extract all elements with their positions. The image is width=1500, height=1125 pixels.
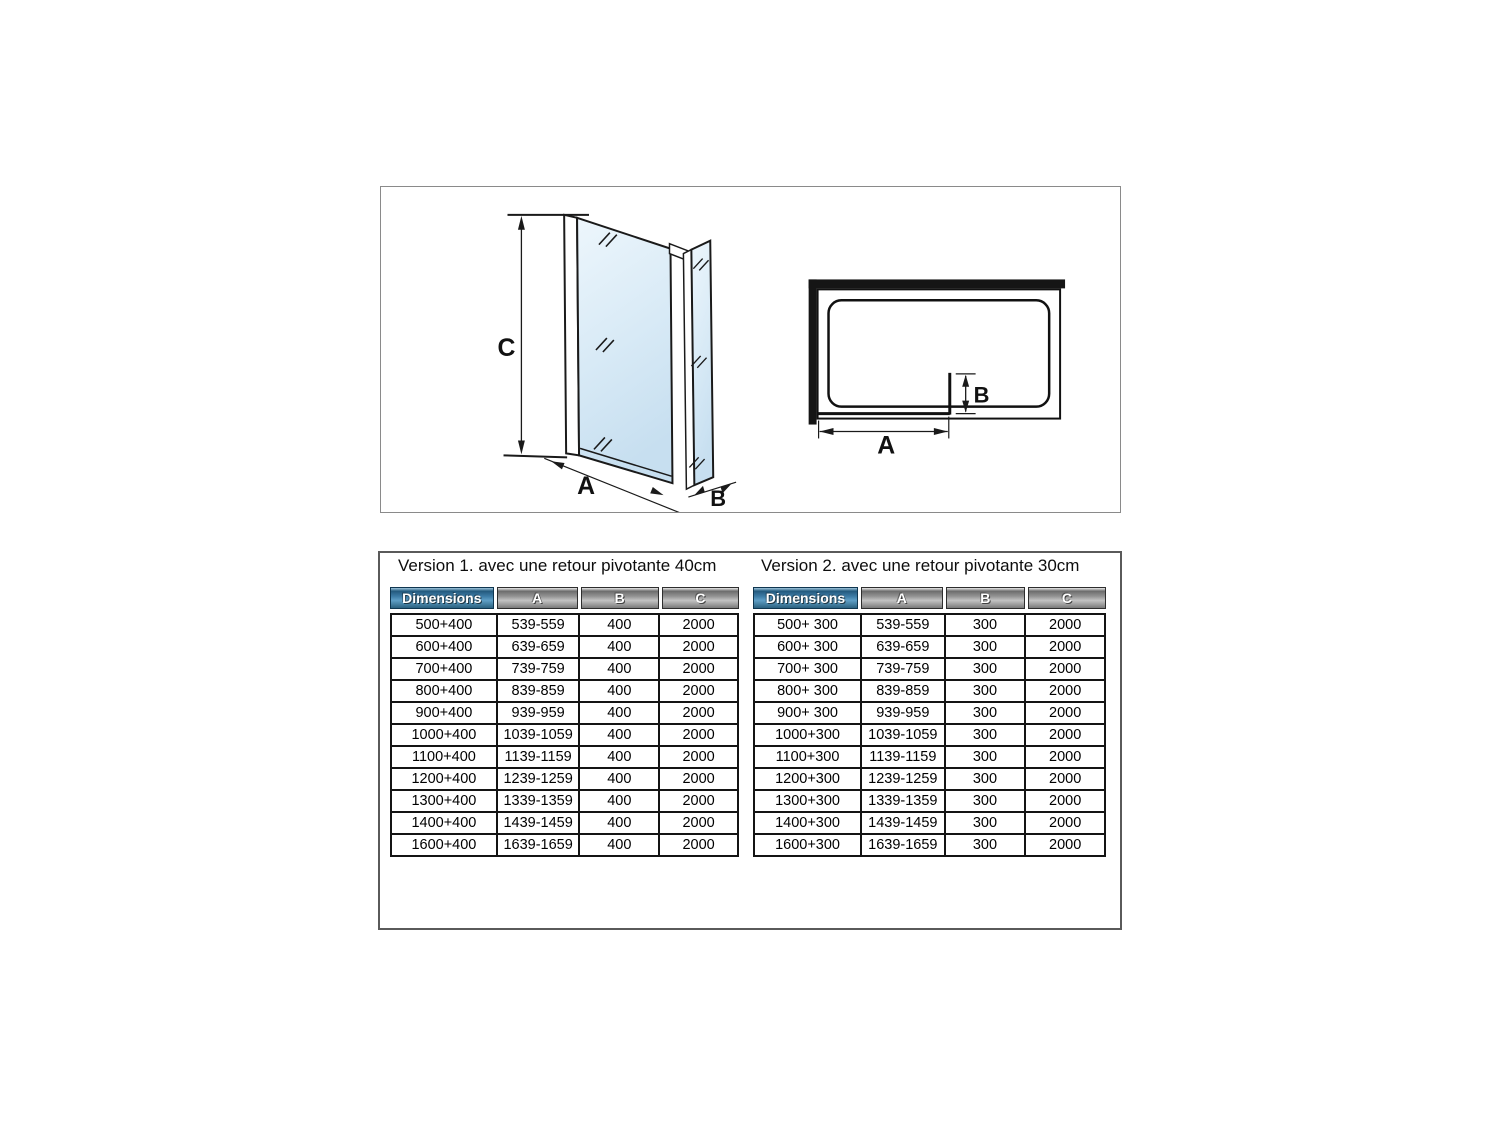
- table-cell: 639-659: [861, 636, 945, 658]
- top-view-return-label: B: [973, 382, 990, 408]
- table-cell: 1000+400: [391, 724, 497, 746]
- table-cell: 1239-1259: [497, 768, 580, 790]
- table-cell: 2000: [1025, 812, 1105, 834]
- table-row: [391, 702, 738, 724]
- table-cell: 300: [945, 702, 1026, 724]
- table-cell: 739-759: [497, 658, 580, 680]
- side-view-width-label: A: [577, 473, 596, 501]
- side-view-return-label: B: [710, 486, 727, 512]
- table-cell: 2000: [659, 746, 738, 768]
- table-cell: 1100+300: [754, 746, 861, 768]
- table-cell: 539-559: [497, 614, 580, 636]
- column-header-b: B: [581, 587, 659, 609]
- table-cell: 1300+400: [391, 790, 497, 812]
- table-row: [754, 790, 1105, 812]
- wall-left: [809, 279, 817, 424]
- table-cell: 300: [945, 768, 1026, 790]
- table-cell: 2000: [1025, 790, 1105, 812]
- table-cell: 1439-1459: [497, 812, 580, 834]
- table-cell: 1100+400: [391, 746, 497, 768]
- table-row: [754, 702, 1105, 724]
- version-1-section: [390, 555, 739, 857]
- version-2-section: [753, 555, 1106, 857]
- table-row: [754, 746, 1105, 768]
- column-header-a: A: [861, 587, 943, 609]
- version-2-title: Version 2. avec une retour pivotante 30cm: [761, 556, 1080, 575]
- table-cell: 1339-1359: [497, 790, 580, 812]
- table-cell: 2000: [1025, 680, 1105, 702]
- table-cell: 800+400: [391, 680, 497, 702]
- table-cell: 600+ 300: [754, 636, 861, 658]
- table-cell: 1600+400: [391, 834, 497, 856]
- table-row: [391, 724, 738, 746]
- table-row: [754, 812, 1105, 834]
- table-cell: 839-859: [497, 680, 580, 702]
- table-row: [754, 636, 1105, 658]
- version-1-body-table: [390, 613, 739, 857]
- table-cell: 400: [579, 834, 659, 856]
- table-cell: 400: [579, 658, 659, 680]
- table-cell: 1200+400: [391, 768, 497, 790]
- version-1-header-row: [387, 587, 742, 609]
- table-cell: 2000: [659, 680, 738, 702]
- table-row: [391, 636, 738, 658]
- column-header-dimensions: Dimensions: [390, 587, 494, 609]
- column-header-a: A: [497, 587, 578, 609]
- table-cell: 400: [579, 812, 659, 834]
- table-cell: 2000: [1025, 614, 1105, 636]
- table-row: [391, 768, 738, 790]
- table-row: [391, 746, 738, 768]
- table-cell: 2000: [659, 724, 738, 746]
- table-row: [754, 768, 1105, 790]
- table-row: [754, 834, 1105, 856]
- table-cell: 1200+300: [754, 768, 861, 790]
- table-cell: 400: [579, 724, 659, 746]
- table-cell: 2000: [1025, 702, 1105, 724]
- table-cell: 800+ 300: [754, 680, 861, 702]
- column-header-b: B: [946, 587, 1025, 609]
- table-cell: 1139-1159: [861, 746, 945, 768]
- table-cell: 500+400: [391, 614, 497, 636]
- table-cell: 300: [945, 724, 1026, 746]
- table-cell: 900+ 300: [754, 702, 861, 724]
- table-row: [754, 724, 1105, 746]
- table-cell: 2000: [659, 768, 738, 790]
- table-cell: 2000: [1025, 768, 1105, 790]
- table-cell: 400: [579, 790, 659, 812]
- table-panel: [378, 551, 1122, 930]
- shower-screen-diagrams: [381, 187, 1120, 512]
- version-2-table: [753, 587, 1106, 857]
- table-cell: 300: [945, 680, 1026, 702]
- table-cell: 2000: [659, 658, 738, 680]
- table-cell: 939-959: [497, 702, 580, 724]
- table-cell: 400: [579, 614, 659, 636]
- table-cell: 1300+300: [754, 790, 861, 812]
- table-cell: 1600+300: [754, 834, 861, 856]
- table-cell: 400: [579, 702, 659, 724]
- table-row: [754, 614, 1105, 636]
- table-cell: 300: [945, 790, 1026, 812]
- table-cell: 700+400: [391, 658, 497, 680]
- table-cell: 600+400: [391, 636, 497, 658]
- table-cell: 2000: [659, 790, 738, 812]
- top-view-diagram: [809, 279, 1065, 459]
- table-row: [754, 658, 1105, 680]
- table-row: [391, 658, 738, 680]
- table-cell: 300: [945, 636, 1026, 658]
- table-cell: 2000: [659, 812, 738, 834]
- table-cell: 2000: [659, 702, 738, 724]
- table-cell: 300: [945, 614, 1026, 636]
- version-1-table: [390, 587, 739, 857]
- table-cell: 1639-1659: [497, 834, 580, 856]
- table-cell: 300: [945, 658, 1026, 680]
- table-row: [391, 834, 738, 856]
- table-cell: 300: [945, 834, 1026, 856]
- table-cell: 839-859: [861, 680, 945, 702]
- table-cell: 400: [579, 636, 659, 658]
- version-2-body-table: [753, 613, 1106, 857]
- table-row: [391, 614, 738, 636]
- table-cell: 2000: [659, 614, 738, 636]
- table-cell: 2000: [1025, 724, 1105, 746]
- table-row: [391, 680, 738, 702]
- diagram-panel: [380, 186, 1121, 513]
- table-cell: 739-759: [861, 658, 945, 680]
- table-cell: 1339-1359: [861, 790, 945, 812]
- table-cell: 400: [579, 746, 659, 768]
- side-view-height-label: C: [497, 334, 516, 362]
- side-view-diagram: [498, 215, 737, 512]
- table-cell: 1439-1459: [861, 812, 945, 834]
- table-cell: 1239-1259: [861, 768, 945, 790]
- table-cell: 1000+300: [754, 724, 861, 746]
- table-cell: 2000: [1025, 746, 1105, 768]
- top-view-width-label: A: [877, 432, 896, 460]
- table-cell: 939-959: [861, 702, 945, 724]
- wall-top: [809, 279, 1065, 288]
- table-cell: 2000: [1025, 834, 1105, 856]
- table-cell: 300: [945, 746, 1026, 768]
- table-cell: 500+ 300: [754, 614, 861, 636]
- main-glass-panel: [577, 218, 672, 483]
- table-row: [391, 790, 738, 812]
- table-cell: 2000: [1025, 636, 1105, 658]
- table-cell: 1039-1059: [861, 724, 945, 746]
- table-cell: 1400+400: [391, 812, 497, 834]
- shower-tray-inner: [829, 300, 1050, 406]
- table-row: [754, 680, 1105, 702]
- table-cell: 2000: [659, 834, 738, 856]
- table-cell: 639-659: [497, 636, 580, 658]
- table-cell: 2000: [1025, 658, 1105, 680]
- table-cell: 2000: [659, 636, 738, 658]
- table-row: [391, 812, 738, 834]
- table-cell: 400: [579, 768, 659, 790]
- version-2-header-row: [750, 587, 1109, 609]
- table-cell: 400: [579, 680, 659, 702]
- column-header-c: C: [662, 587, 739, 609]
- column-header-c: C: [1028, 587, 1106, 609]
- table-cell: 700+ 300: [754, 658, 861, 680]
- table-cell: 1139-1159: [497, 746, 580, 768]
- version-1-title: Version 1. avec une retour pivotante 40cm: [398, 556, 717, 575]
- table-cell: 300: [945, 812, 1026, 834]
- table-cell: 539-559: [861, 614, 945, 636]
- column-header-dimensions: Dimensions: [753, 587, 858, 609]
- table-cell: 900+400: [391, 702, 497, 724]
- table-cell: 1639-1659: [861, 834, 945, 856]
- table-cell: 1039-1059: [497, 724, 580, 746]
- table-cell: 1400+300: [754, 812, 861, 834]
